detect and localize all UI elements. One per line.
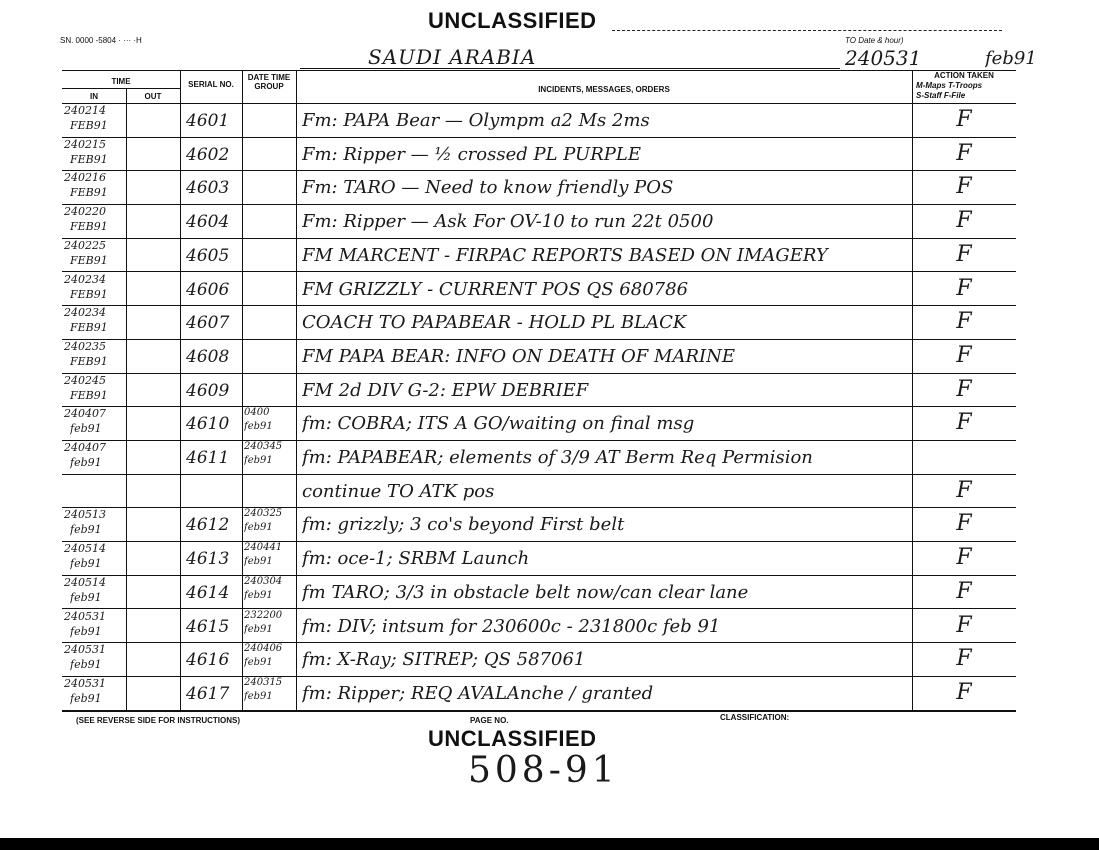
action-taken: F xyxy=(956,546,972,571)
dtg-date: feb91 xyxy=(244,690,273,702)
table-top-border xyxy=(62,70,1016,71)
action-taken: F xyxy=(956,680,972,705)
dtg-time: 240345 xyxy=(244,441,283,452)
to-value: 240531 xyxy=(845,46,922,70)
serial-no: 4603 xyxy=(186,178,230,199)
time-in: 240234 xyxy=(64,307,106,320)
time-in: 240407 xyxy=(64,442,106,454)
time-in: 240514 xyxy=(64,576,106,589)
serial-no: 4617 xyxy=(186,683,230,704)
dtg-time: 232200 xyxy=(244,609,283,621)
table-row xyxy=(62,542,1016,576)
dtg-date: feb91 xyxy=(244,421,273,433)
dtg-date: feb91 xyxy=(244,455,273,466)
serial-no: 4611 xyxy=(186,448,230,468)
action-taken: F xyxy=(956,310,972,335)
time-date: FEB91 xyxy=(70,187,108,200)
action-taken: F xyxy=(956,512,972,537)
dtg-date: feb91 xyxy=(244,623,273,635)
time-date: FEB91 xyxy=(70,322,108,335)
table-row xyxy=(62,205,1016,239)
time-in: 240225 xyxy=(64,239,106,252)
message-text: fm: COBRA; ITS A GO/waiting on final msg xyxy=(302,413,695,435)
dtg-date: feb91 xyxy=(244,589,273,601)
top-classification: UNCLASSIFIED xyxy=(428,8,597,33)
message-text: fm: grizzly; 3 co's beyond First belt xyxy=(302,514,625,536)
dtg-time: 240441 xyxy=(244,542,283,554)
table-row xyxy=(62,643,1016,677)
time-in: 240407 xyxy=(64,408,106,421)
message-text: Fm: TARO — Need to know friendly POS xyxy=(302,177,674,199)
table-row xyxy=(62,576,1016,610)
action-taken: F xyxy=(956,377,972,402)
message-text: continue TO ATK pos xyxy=(302,480,495,502)
dtg-time: 240325 xyxy=(244,508,283,520)
header-time-in: IN xyxy=(90,92,98,101)
serial-no: 4613 xyxy=(186,549,230,570)
table-row xyxy=(62,610,1016,644)
action-taken: F xyxy=(956,242,972,267)
time-date: FEB91 xyxy=(70,288,108,301)
message-text: fm TARO; 3/3 in obstacle belt now/can clear lane xyxy=(302,581,749,603)
table-row xyxy=(62,239,1016,273)
time-in: 240531 xyxy=(64,677,106,690)
message-text: FM GRIZZLY - CURRENT POS QS 680786 xyxy=(302,278,689,300)
table-row xyxy=(62,475,1016,509)
header-dtg: DATE TIME GROUP xyxy=(247,73,291,91)
serial-no: 4607 xyxy=(186,313,230,334)
message-text: FM PAPA BEAR: INFO ON DEATH OF MARINE xyxy=(302,345,736,367)
time-in: 240531 xyxy=(64,610,106,623)
time-date: FEB91 xyxy=(70,355,108,368)
time-in: 240235 xyxy=(64,340,106,353)
header-action-legend-2: S-Staff F-File xyxy=(916,91,966,100)
serial-no: 4610 xyxy=(186,414,230,435)
header-action-legend-1: M-Maps T-Troops xyxy=(916,81,983,90)
time-in: 240216 xyxy=(64,172,106,185)
table-row xyxy=(62,340,1016,374)
time-date: FEB91 xyxy=(70,221,108,234)
time-in: 240215 xyxy=(64,138,106,151)
serial-no: 4616 xyxy=(186,650,230,671)
serial-no: 4615 xyxy=(186,616,230,637)
serial-no: 4609 xyxy=(186,380,230,401)
message-text: Fm: PAPA Bear — Olympm a2 Ms 2ms xyxy=(302,110,650,131)
time-in: 240220 xyxy=(64,206,106,219)
action-taken: F xyxy=(956,175,972,200)
table-row xyxy=(62,273,1016,307)
time-date: FEB91 xyxy=(70,389,108,402)
serial-no: 4608 xyxy=(186,346,230,367)
message-text: fm: Ripper; REQ AVALAnche / granted xyxy=(302,682,654,704)
time-date: feb91 xyxy=(70,659,102,672)
time-in: 240214 xyxy=(64,105,106,117)
action-taken: F xyxy=(956,579,972,604)
dtg-date: feb91 xyxy=(244,522,273,534)
header-incidents: INCIDENTS, MESSAGES, ORDERS xyxy=(538,85,670,94)
time-in: 240234 xyxy=(64,273,106,286)
message-text: FM 2d DIV G-2: EPW DEBRIEF xyxy=(302,379,589,401)
header-time-out: OUT xyxy=(144,92,162,101)
time-in: 240514 xyxy=(64,543,106,556)
table-row xyxy=(62,441,1016,475)
table-row xyxy=(62,171,1016,205)
header-action: ACTION TAKEN xyxy=(934,71,994,80)
message-text: fm: oce-1; SRBM Launch xyxy=(302,548,530,570)
serial-no: 4612 xyxy=(186,515,230,536)
to-label: TO Date & hour) xyxy=(845,36,904,45)
dtg-time: 240406 xyxy=(244,643,283,655)
serial-no: 4601 xyxy=(186,111,230,131)
action-taken: F xyxy=(956,613,972,638)
dtg-time: 0400 xyxy=(244,407,270,419)
serial-no: 4605 xyxy=(186,245,230,266)
table-row xyxy=(62,407,1016,441)
location-underline xyxy=(300,68,840,69)
message-text: fm: DIV; intsum for 230600c - 231800c feb 91 xyxy=(302,615,721,637)
action-taken: F xyxy=(956,141,972,166)
time-in: 240245 xyxy=(64,374,106,387)
table-row xyxy=(62,374,1016,408)
footer-instructions: (SEE REVERSE SIDE FOR INSTRUCTIONS) xyxy=(76,716,241,725)
table-row xyxy=(62,677,1016,711)
document-number: 508-91 xyxy=(468,750,619,791)
action-taken: F xyxy=(956,647,972,672)
action-taken: F xyxy=(956,411,972,436)
message-text: fm: X-Ray; SITREP; QS 587061 xyxy=(302,649,586,671)
time-date: feb91 xyxy=(70,625,102,638)
time-date: FEB91 xyxy=(70,120,108,132)
table-row xyxy=(62,104,1016,138)
scan-bottom-bar xyxy=(0,838,1099,850)
message-text: FM MARCENT - FIRPAC REPORTS BASED ON IMAGERY xyxy=(302,244,828,266)
time-date: feb91 xyxy=(70,591,102,604)
footer-classification-label: CLASSIFICATION: xyxy=(720,713,790,722)
time-date: feb91 xyxy=(70,692,102,705)
time-date: FEB91 xyxy=(70,153,108,166)
time-date: feb91 xyxy=(70,558,102,571)
serial-no: 4602 xyxy=(186,144,230,165)
row-separator xyxy=(62,710,1016,711)
table-row xyxy=(62,138,1016,172)
action-taken: F xyxy=(956,343,972,368)
serial-no: 4606 xyxy=(186,279,230,300)
top-dash-line xyxy=(612,30,1002,31)
serial-no: 4604 xyxy=(186,212,230,233)
dtg-time: 240304 xyxy=(244,575,283,587)
message-text: fm: PAPABEAR; elements of 3/9 AT Berm Req Permision xyxy=(302,447,813,468)
time-date: feb91 xyxy=(70,423,102,436)
action-taken: F xyxy=(956,108,972,132)
time-in: 240531 xyxy=(64,644,106,657)
message-text: COACH TO PAPABEAR - HOLD PL BLACK xyxy=(302,312,687,334)
action-taken: F xyxy=(956,478,972,503)
time-subheader-line xyxy=(62,88,180,89)
time-date: FEB91 xyxy=(70,254,108,267)
dtg-time: 240315 xyxy=(244,676,283,688)
dtg-date: feb91 xyxy=(244,657,273,669)
time-in: 240513 xyxy=(64,509,106,522)
action-taken: F xyxy=(956,209,972,234)
message-text: Fm: Ripper — ½ crossed PL PURPLE xyxy=(302,143,641,165)
header-time: TIME xyxy=(111,77,131,86)
header-serial: SERIAL NO. xyxy=(188,80,234,89)
table-row xyxy=(62,306,1016,340)
to-month: feb91 xyxy=(985,48,1037,69)
form-code: SN. 0000 -5804 · ··· ·H xyxy=(60,36,142,45)
footer-page-no: PAGE NO. xyxy=(470,716,509,725)
table-bottom-border xyxy=(62,711,1016,712)
time-date: feb91 xyxy=(70,457,102,469)
time-date: feb91 xyxy=(70,524,102,537)
location: SAUDI ARABIA xyxy=(368,45,537,69)
bottom-classification: UNCLASSIFIED xyxy=(428,726,597,751)
table-row xyxy=(62,508,1016,542)
message-text: Fm: Ripper — Ask For OV-10 to run 22t 0500 xyxy=(302,211,714,233)
action-taken: F xyxy=(956,276,972,301)
serial-no: 4614 xyxy=(186,582,230,603)
dtg-date: feb91 xyxy=(244,556,273,568)
